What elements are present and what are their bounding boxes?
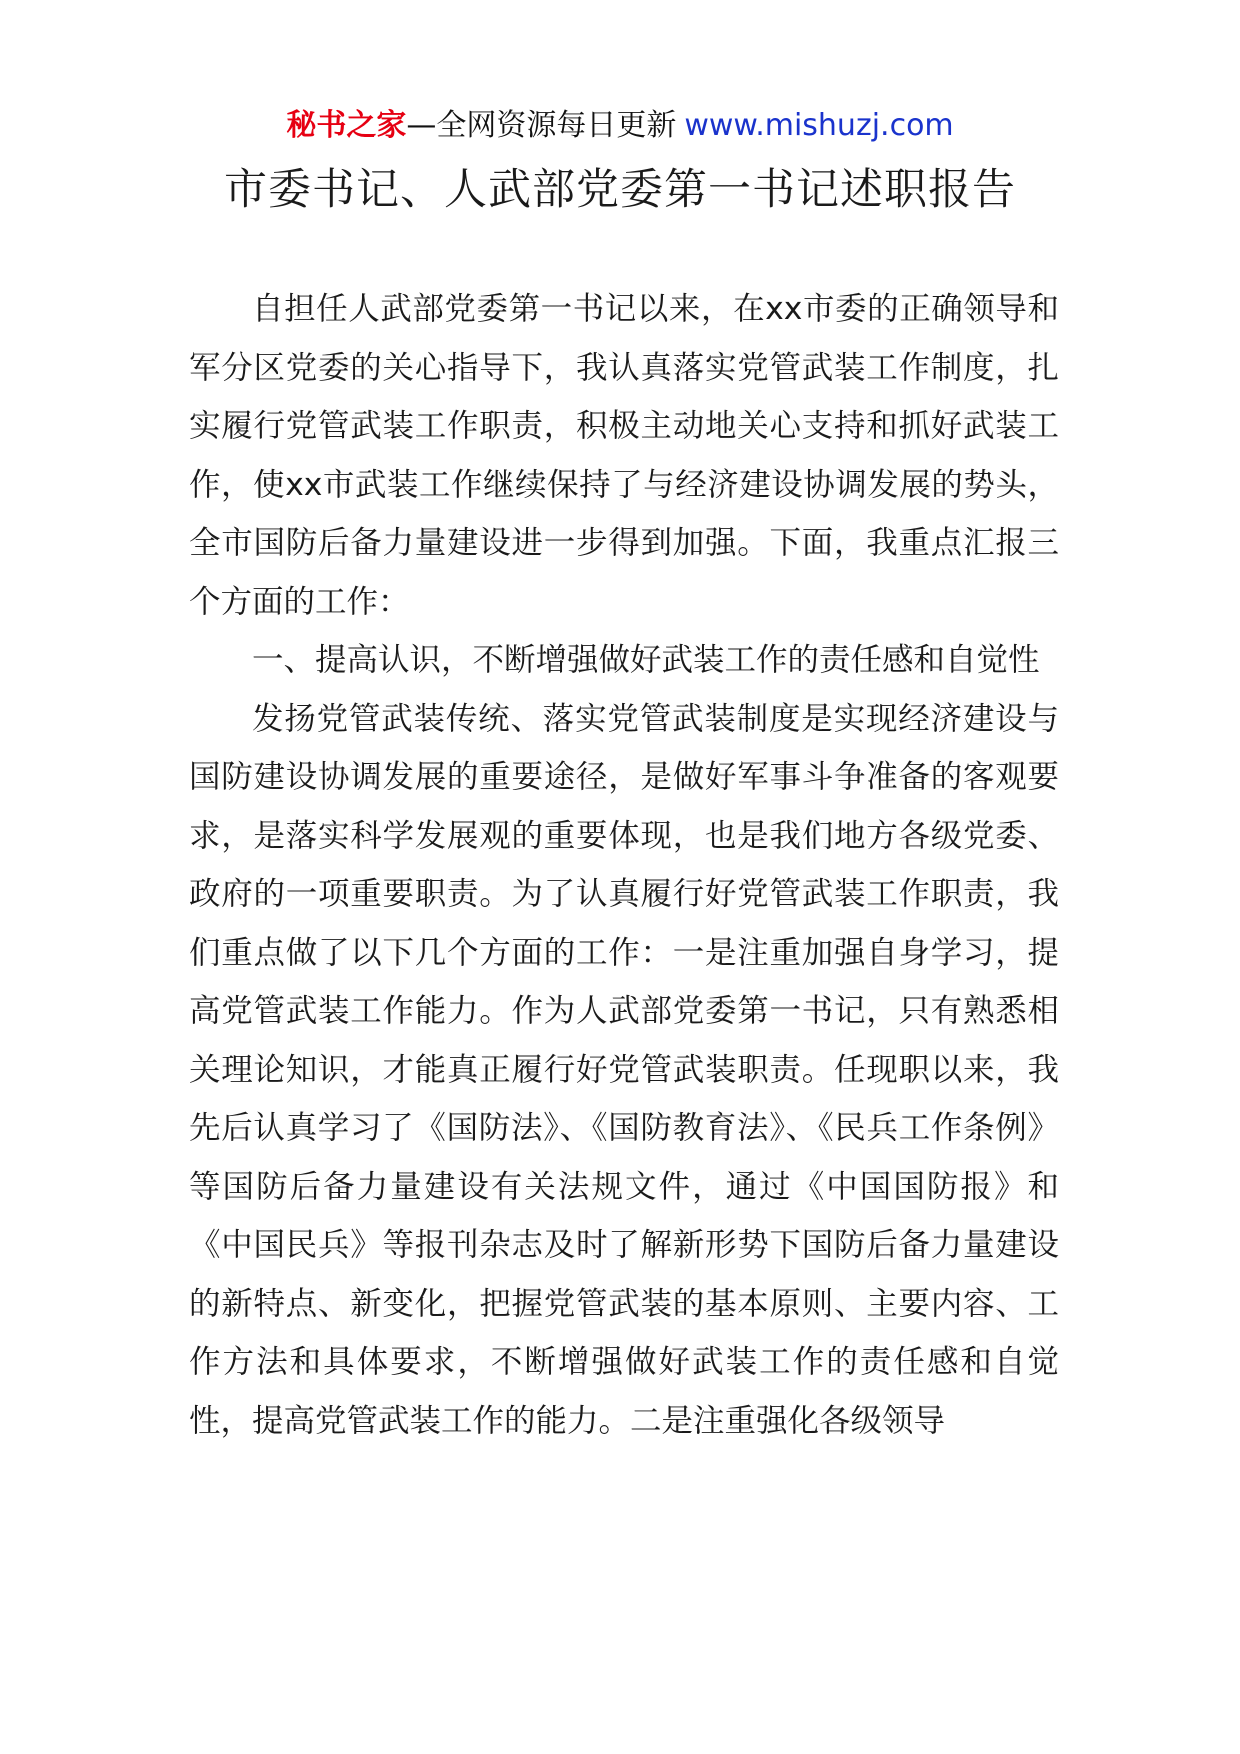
- site-header: [0, 104, 1240, 148]
- section-heading-1: 一、提高认识，不断增强做好武装工作的责任感和自觉性: [252, 642, 1040, 678]
- paragraph-intro: 自担任人武部党委第一书记以来，在xx市委的正确领导和军分区党委的关心指导下，我认真落实党管武装工作制度，扎实履行党管武装工作职责，积极主动地关心支持和抓好武装工作，使xx市武装工作继续保持了与经济建设协调发展的势头，全市国防后备力量建设进一步得到加强。下面，我重点汇报三个方面的工作：: [189, 291, 1059, 620]
- document-body: [189, 280, 1059, 1450]
- header-tagline: —全网资源每日更新: [406, 108, 677, 143]
- header-url-link[interactable]: www.mishuzj.com: [684, 108, 954, 143]
- document-title: 市委书记、人武部党委第一书记述职报告: [224, 165, 1016, 215]
- paragraph-section-1: 发扬党管武装传统、落实党管武装制度是实现经济建设与国防建设协调发展的重要途径，是做好军事斗争准备的客观要求，是落实科学发展观的重要体现，也是我们地方各级党委、政府的一项重要职责。为了认真履行好党管武装工作职责，我们重点做了以下几个方面的工作：一是注重加强自身学习，提高党管武装工作能力。作为人武部党委第一书记，只有熟悉相关理论知识，才能真正履行好党管武装职责。任现职以来，我先后认真学习了《国防法》、《国防教育法》、《民兵工作条例》等国防后备力量建设有关法规文件，通过《中国国防报》和《中国民兵》等报刊杂志及时了解新形势下国防后备力量建设的新特点、新变化，把握党管武装的基本原则、主要内容、工作方法和具体要求，不断增强做好武装工作的责任感和自觉性，提高党管武装工作的能力。二是注重强化各级领导: [189, 700, 1059, 1439]
- header-brand: 秘书之家: [286, 108, 407, 143]
